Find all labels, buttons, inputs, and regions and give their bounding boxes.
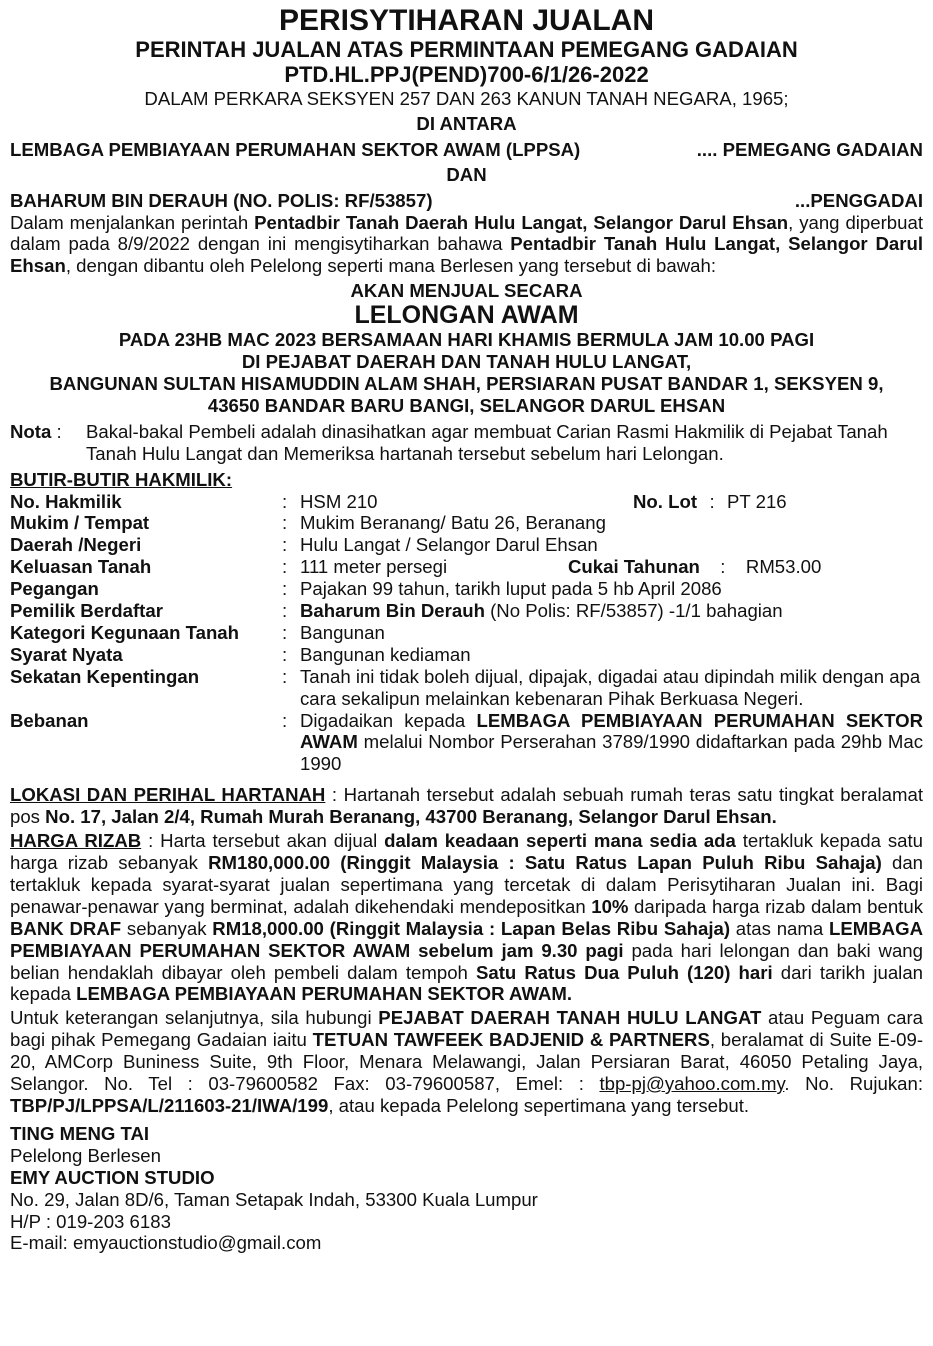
notice-subtitle: PERINTAH JUALAN ATAS PERMINTAAN PEMEGANG GADAIAN [135,37,798,62]
deposit-amount: RM18,000.00 (Ringgit Malaysia : Lapan Belas Ribu Sahaja) [212,917,731,939]
pegangan-label: Pegangan [10,578,99,600]
chargor-role: ...PENGGADAI [794,189,923,211]
contact-text-1: Untuk keterangan selanjutnya, sila hubungi [10,1007,379,1029]
syarat-label: Syarat Nyata [10,643,123,665]
chargor-row [10,190,923,212]
table-row [10,622,923,644]
nota-text: Bakal-bakal Pembeli adalah dinasihatkan agar membuat Carian Rasmi Hakmilik di Pejabat Tanah Tanah Hulu Langat dan Memeriksa hartanah tersebut sebelum hari Lelongan. [86,420,888,464]
table-row [10,644,923,666]
colon: : [282,621,288,643]
colon: : [709,490,715,512]
syarat-value: Bangunan kediaman [300,643,471,665]
daerah-label: Daerah /Negeri [10,534,142,556]
colon: : [282,665,288,687]
auction-date: PADA 23HB MAC 2023 BERSAMAAN HARI KHAMIS BERMULA JAM 10.00 PAGI [118,329,815,351]
chargee-role: .... PEMEGANG GADAIAN [696,138,923,160]
auction-company: EMY AUCTION STUDIO [10,1166,215,1188]
colon: : [720,556,726,578]
bebanan-text-1: Digadaikan kepada [300,709,477,731]
intro-bold-2: Pentadbir Tanah Hulu Langat, Selangor Darul Ehsan [10,233,924,277]
auctioneer-title: Pelelong Berlesen [10,1144,161,1166]
cukai-value: RM53.00 [745,556,822,578]
auctioneer-address: No. 29, Jalan 8D/6, Taman Setapak Indah, 53300 Kuala Lumpur [10,1188,538,1210]
reference-number: PTD.HL.PPJ(PEND)700-6/1/26-2022 [284,62,649,87]
notice-title: PERISYTIHARAN JUALAN [278,4,655,37]
reserve-paragraph [10,830,923,1005]
bebanan-chargee: LEMBAGA PEMBIAYAAN PERUMAHAN SEKTOR AWAM [300,709,923,753]
mukim-value: Mukim Beranang/ Batu 26, Beranang [300,512,606,534]
pegangan-value: Pajakan 99 tahun, tarikh luput pada 5 hb April 2086 [300,578,722,600]
between-label: DI ANTARA [416,112,517,134]
no-lot-value: PT 216 [727,490,787,512]
no-lot-label: No. Lot [633,490,698,512]
location-heading: LOKASI DAN PERIHAL HARTANAH [10,784,326,806]
law-firm-email-link[interactable]: tbp-pj@yahoo.com.my [599,1073,785,1095]
no-hakmilik-value: HSM 210 [300,490,378,512]
reserve-price: RM180,000.00 (Ringgit Malaysia : Satu Ratus Lapan Puluh Ribu Sahaja) [208,852,882,873]
contact-paragraph [10,1007,923,1117]
intro-bold-1: Pentadbir Tanah Daerah Hulu Langat, Selangor Darul Ehsan [254,211,789,233]
table-row [10,512,923,534]
contact-text-2: atau Peguam cara bagi pihak Pemegang Gadaian iaitu [10,1007,923,1051]
cukai-label: Cukai Tahunan [568,556,700,578]
land-office: PEJABAT DAERAH TANAH HULU LANGAT [378,1007,762,1029]
reference-code: TBP/PJ/LPPSA/L/211603-21/IWA/199 [10,1094,329,1116]
table-row [10,578,923,600]
reserve-heading: HARGA RIZAB [10,830,142,852]
chargee-name: LEMBAGA PEMBIAYAAN PERUMAHAN SEKTOR AWAM (LPPSA) [10,138,581,160]
contact-text-5: , atau kepada Pelelong sepertimana yang tersebut. [328,1094,750,1116]
reserve-bold-1: dalam keadaan seperti mana sedia ada [384,830,736,852]
reserve-text-8: dari tarikh jualan kepada [10,961,923,1005]
mukim-label: Mukim / Tempat [10,512,150,534]
pemilik-share: (No Polis: RF/53857) -1/1 bahagian [484,600,783,622]
auction-venue-3: 43650 BANDAR BARU BANGI, SELANGOR DARUL EHSAN [207,394,726,416]
colon: : [282,578,288,600]
intro-text-2: , yang diperbuat dalam pada 8/9/2022 dengan ini mengisytiharkan bahawa [10,211,923,255]
payment-period: Satu Ratus Dua Puluh (120) hari [475,961,773,983]
auction-venue-1: DI PEJABAT DAERAH DAN TANAH HULU LANGAT, [241,351,692,373]
contact-text-3: , beralamat di Suite E-09-20, AMCorp Buniness Suite, 9th Floor, Menara Melawangi, Jalan Persiaran Barat, 46050 Petaling Jaya, Selangor. No. Tel : 03-79600582 Fax: 03-79600587, Emel: : [10,1029,924,1095]
reserve-text-5: sebanyak [121,917,213,939]
keluasan-label: Keluasan Tanah [10,556,152,578]
bebanan-text-2: melalui Nombor Perserahan 3789/1990 didaftarkan pada 29hb Mac 1990 [300,731,923,775]
auctioneer-name: TING MENG TAI [10,1122,150,1144]
nota-label: Nota : [10,420,62,442]
location-paragraph [10,784,923,828]
colon: : [282,556,288,578]
law-firm: TETUAN TAWFEEK BADJENID & PARTNERS [312,1029,710,1051]
auctioneer-phone: H/P : 019-203 6183 [10,1210,171,1232]
title-details-heading: BUTIR-BUTIR HAKMILIK: [10,468,233,490]
reserve-payee: LEMBAGA PEMBIAYAAN PERUMAHAN SEKTOR AWAM. [76,983,573,1005]
sekatan-label: Sekatan Kepentingan [10,665,200,687]
intro-paragraph [10,212,923,278]
keluasan-value: 111 meter persegi [300,556,448,578]
bank-draft: BANK DRAF [10,917,122,939]
location-text: : Hartanah tersebut adalah sebuah rumah teras satu tingkat beralamat pos [10,784,923,828]
auctioneer-email: E-mail: emyauctionstudio@gmail.com [10,1232,322,1254]
table-row [10,666,923,710]
colon: : [282,600,288,622]
property-address: No. 17, Jalan 2/4, Rumah Murah Beranang, 43700 Beranang, Selangor Darul Ehsan. [45,806,777,828]
auction-venue-2: BANGUNAN SULTAN HISAMUDDIN ALAM SHAH, PERSIARAN PUSAT BANDAR 1, SEKSYEN 9, [49,372,884,394]
pemilik-name: Baharum Bin Derauh [300,600,485,622]
colon: : [282,512,288,534]
intro-text-3: , dengan dibantu oleh Pelelong seperti mana Berlesen yang tersebut di bawah: [65,255,717,277]
colon: : [282,534,288,556]
kategori-label: Kategori Kegunaan Tanah [10,621,240,643]
colon: : [282,490,288,512]
auction-type: LELONGAN AWAM [354,301,579,330]
title-details-table [10,491,923,776]
and-label: DAN [446,163,487,185]
nota-block [10,421,923,465]
contact-text-4: . No. Rujukan: [784,1073,923,1095]
table-row [10,491,923,513]
reserve-text-1: : Harta tersebut akan dijual [141,830,385,852]
will-sell-label: AKAN MENJUAL SECARA [350,280,583,302]
reserve-text-7: pada hari lelongan dan baki wang belian hendaklah dibayar oleh pembeli dalam tempoh [10,939,923,983]
reserve-text-2: tertakluk kepada satu harga rizab sebanyak [10,830,923,873]
kategori-value: Bangunan [300,621,385,643]
act-line: DALAM PERKARA SEKSYEN 257 DAN 263 KANUN TANAH NEGARA, 1965; [144,88,789,109]
table-row [10,534,923,556]
sekatan-value: Tanah ini tidak boleh dijual, dipajak, digadai atau dipindah milik dengan apa cara sekalipun melainkan kebenaran Pihak Berkuasa Negeri. [300,665,921,709]
reserve-text-4: daripada harga rizab dalam bentuk [628,895,923,917]
auctioneer-block [10,1123,923,1254]
table-row [10,556,923,578]
chargor-name: BAHARUM BIN DERAUH (NO. POLIS: RF/53857) [10,189,433,211]
table-row [10,710,923,776]
colon: : [282,709,288,731]
payee-deadline: LEMBAGA PEMBIAYAAN PERUMAHAN SEKTOR AWAM sebelum jam 9.30 pagi [10,917,923,961]
bebanan-value [300,710,923,776]
bebanan-label: Bebanan [10,709,89,731]
table-row [10,600,923,622]
daerah-value: Hulu Langat / Selangor Darul Ehsan [300,534,598,556]
chargee-row [10,139,923,161]
colon: : [282,643,288,665]
sale-notice [10,5,923,1254]
no-hakmilik-label: No. Hakmilik [10,490,122,512]
reserve-text-6: atas nama [730,917,829,939]
reserve-text-3: dan tertakluk kepada syarat-syarat jualan sepertimana yang tercetak di dalam Perisytiharan Jualan ini. Bagi penawar-penawar yang berminat, adalah dikehendaki mendepositkan [10,852,924,917]
deposit-percent: 10% [591,895,629,917]
pemilik-label: Pemilik Berdaftar [10,600,163,622]
intro-text-1: Dalam menjalankan perintah [10,211,255,233]
